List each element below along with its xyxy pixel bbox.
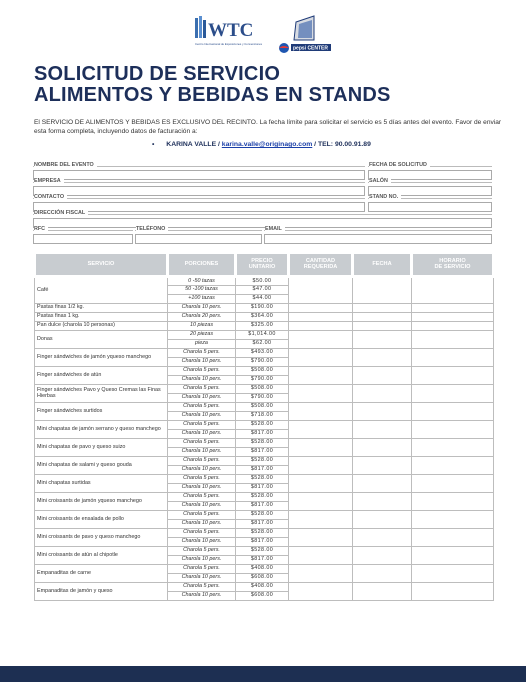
- time-input-cell[interactable]: [412, 528, 494, 546]
- service-name-cell: Pastas finas 1/2 kg.: [35, 303, 168, 312]
- portion-cell: Charola 5 pers.: [168, 582, 236, 591]
- portion-cell: Charola 5 pers.: [168, 564, 236, 573]
- field-rule: [33, 198, 365, 199]
- unit-price-cell: $62.00: [236, 339, 289, 348]
- email-input[interactable]: [264, 234, 492, 244]
- email-label: EMAIL: [265, 226, 285, 232]
- time-input-cell[interactable]: [412, 303, 494, 312]
- unit-price-cell: $528.00: [236, 510, 289, 519]
- time-input-cell[interactable]: [412, 366, 494, 384]
- date-input-cell[interactable]: [353, 438, 412, 456]
- portion-cell: 10 piezas: [168, 321, 236, 330]
- date-input-cell[interactable]: [353, 321, 412, 330]
- portion-cell: Charola 10 pers.: [168, 555, 236, 564]
- portion-cell: Charola 5 pers.: [168, 528, 236, 537]
- quantity-input-cell[interactable]: [289, 492, 353, 510]
- wtc-logo-subtitle: Centro Internacional de Exposiciones y Convenciones: [195, 42, 263, 46]
- time-input-cell[interactable]: [412, 420, 494, 438]
- date-input-cell[interactable]: [353, 330, 412, 348]
- direccion-label: DIRECCIÓN FISCAL: [34, 210, 88, 216]
- unit-price-cell: $408.00: [236, 582, 289, 591]
- rfc-field: [33, 226, 133, 250]
- field-rule: [33, 214, 492, 215]
- table-row: [35, 321, 494, 330]
- col-header-servicio: [35, 254, 168, 276]
- portion-cell: 0 -50 tazas: [168, 276, 236, 285]
- nombre-evento-label: NOMBRE DEL EVENTO: [34, 162, 97, 168]
- unit-price-cell: $528.00: [236, 474, 289, 483]
- time-input-cell[interactable]: [412, 546, 494, 564]
- telefono-input[interactable]: [135, 234, 262, 244]
- time-input-cell[interactable]: [412, 276, 494, 303]
- date-input-cell[interactable]: [353, 276, 412, 303]
- wtc-logo-text: WTC: [208, 20, 254, 41]
- telefono-field: [135, 226, 262, 250]
- unit-price-cell: $790.00: [236, 375, 289, 384]
- time-input-cell[interactable]: [412, 438, 494, 456]
- col-header-cantidad-line-1: CANTIDAD: [305, 257, 336, 264]
- date-input-cell[interactable]: [353, 492, 412, 510]
- portion-cell: Charola 10 pers.: [168, 393, 236, 402]
- unit-price-cell: $325.00: [236, 321, 289, 330]
- quantity-input-cell[interactable]: [289, 303, 353, 312]
- unit-price-cell: $44.00: [236, 294, 289, 303]
- quantity-input-cell[interactable]: [289, 546, 353, 564]
- portion-cell: Charola 5 pers.: [168, 420, 236, 429]
- telefono-label: TELÉFONO: [136, 226, 168, 232]
- portion-cell: Charola 5 pers.: [168, 366, 236, 375]
- field-rule: [264, 230, 492, 231]
- intro-text: El SERVICIO DE ALIMENTOS Y BEBIDAS ES EXCLUSIVO DEL RECINTO. La fecha límite para solicitar el servicio es 5 días antes del evento. Favor de enviar esta forma completa, incluyendo datos de facturación a:: [34, 119, 502, 136]
- portion-cell: +100 tazas: [168, 294, 236, 303]
- time-input-cell[interactable]: [412, 384, 494, 402]
- quantity-input-cell[interactable]: [289, 474, 353, 492]
- portion-cell: Charola 10 pers.: [168, 447, 236, 456]
- time-input-cell[interactable]: [412, 582, 494, 600]
- rfc-input[interactable]: [33, 234, 133, 244]
- service-name-cell: Finger sándwiches Pavo y Queso Cremas las Finas Hierbas: [35, 384, 168, 402]
- date-input-cell[interactable]: [353, 564, 412, 582]
- contact-email-link[interactable]: karina.valle@originago.com: [221, 141, 313, 148]
- portion-cell: Charola 10 pers.: [168, 519, 236, 528]
- col-header-servicio-text: SERVICIO: [87, 260, 115, 267]
- page-title: [34, 64, 504, 106]
- portion-cell: Charola 5 pers.: [168, 384, 236, 393]
- col-header-porciones-text: PORCIONES: [184, 260, 219, 267]
- quantity-input-cell[interactable]: [289, 384, 353, 402]
- service-name-cell: Donas: [35, 330, 168, 348]
- date-input-cell[interactable]: [353, 366, 412, 384]
- rfc-label: RFC: [34, 226, 48, 232]
- table-row: [35, 456, 494, 465]
- unit-price-cell: $493.00: [236, 348, 289, 357]
- quantity-input-cell[interactable]: [289, 366, 353, 384]
- quantity-input-cell[interactable]: [289, 510, 353, 528]
- col-header-horario-line-1: HORARIO: [439, 257, 466, 264]
- time-input-cell[interactable]: [412, 321, 494, 330]
- quantity-input-cell[interactable]: [289, 528, 353, 546]
- portion-cell: Charola 5 pers.: [168, 546, 236, 555]
- time-input-cell[interactable]: [412, 564, 494, 582]
- time-input-cell[interactable]: [412, 348, 494, 366]
- table-row: [35, 330, 494, 339]
- date-input-cell[interactable]: [353, 510, 412, 528]
- portion-cell: Charola 10 pers.: [168, 483, 236, 492]
- date-input-cell[interactable]: [353, 303, 412, 312]
- date-input-cell[interactable]: [353, 312, 412, 321]
- table-header-row: [35, 254, 494, 276]
- portion-cell: Charola 10 pers.: [168, 591, 236, 600]
- portion-cell: Charola 5 pers.: [168, 492, 236, 501]
- col-header-porciones: [168, 254, 236, 276]
- unit-price-cell: $528.00: [236, 420, 289, 429]
- portion-cell: Charola 20 pers.: [168, 312, 236, 321]
- date-input-cell[interactable]: [353, 546, 412, 564]
- unit-price-cell: $508.00: [236, 384, 289, 393]
- unit-price-cell: $817.00: [236, 501, 289, 510]
- service-name-cell: Mini croissants de atún al chipotle: [35, 546, 168, 564]
- page-title-line-1: SOLICITUD DE SERVICIO: [34, 63, 281, 85]
- service-name-cell: Mini chapatas de jamón serrano y queso manchego: [35, 420, 168, 438]
- table-row: [35, 528, 494, 537]
- table-row: [35, 492, 494, 501]
- date-input-cell[interactable]: [353, 402, 412, 420]
- service-name-cell: Finger sándwiches surtidos: [35, 402, 168, 420]
- portion-cell: Charola 10 pers.: [168, 357, 236, 366]
- time-input-cell[interactable]: [412, 474, 494, 492]
- unit-price-cell: $528.00: [236, 528, 289, 537]
- date-input-cell[interactable]: [353, 528, 412, 546]
- service-name-cell: Mini chapatas de pavo y queso suizo: [35, 438, 168, 456]
- col-header-precio: [236, 254, 289, 276]
- unit-price-cell: $817.00: [236, 519, 289, 528]
- date-input-cell[interactable]: [353, 474, 412, 492]
- field-rule: [33, 182, 365, 183]
- portion-cell: Charola 5 pers.: [168, 348, 236, 357]
- col-header-fecha: [353, 254, 412, 276]
- portion-cell: Charola 10 pers.: [168, 501, 236, 510]
- table-row: [35, 420, 494, 429]
- time-input-cell[interactable]: [412, 330, 494, 348]
- table-row: [35, 546, 494, 555]
- table-row: [35, 312, 494, 321]
- form-row-5: [33, 226, 492, 250]
- unit-price-cell: $817.00: [236, 465, 289, 474]
- portion-cell: Charola 10 pers.: [168, 465, 236, 474]
- service-table-body: [35, 276, 494, 600]
- table-row: [35, 564, 494, 573]
- time-input-cell[interactable]: [412, 510, 494, 528]
- unit-price-cell: $817.00: [236, 447, 289, 456]
- unit-price-cell: $408.00: [236, 564, 289, 573]
- pepsi-center-logo: [274, 14, 336, 56]
- col-header-horario-line-2: DE SERVICIO: [434, 264, 471, 271]
- time-input-cell[interactable]: [412, 492, 494, 510]
- service-name-cell: Empanaditas de carne: [35, 564, 168, 582]
- contact-line: [152, 141, 371, 148]
- date-input-cell[interactable]: [353, 582, 412, 600]
- contact-phone: / TEL: 90.00.91.89: [314, 141, 371, 148]
- service-name-cell: Pan dulce (charola 10 personas): [35, 321, 168, 330]
- wtc-logo: [193, 14, 275, 52]
- empresa-label: EMPRESA: [34, 178, 64, 184]
- col-header-precio-line-1: PRECIO: [251, 257, 273, 264]
- unit-price-cell: $817.00: [236, 429, 289, 438]
- portion-cell: 20 piezas: [168, 330, 236, 339]
- unit-price-cell: $508.00: [236, 402, 289, 411]
- unit-price-cell: $718.00: [236, 411, 289, 420]
- unit-price-cell: $528.00: [236, 546, 289, 555]
- unit-price-cell: $817.00: [236, 555, 289, 564]
- service-table: [33, 254, 495, 601]
- quantity-input-cell[interactable]: [289, 276, 353, 303]
- portion-cell: Charola 10 pers.: [168, 303, 236, 312]
- unit-price-cell: $817.00: [236, 537, 289, 546]
- portion-cell: Charola 5 pers.: [168, 456, 236, 465]
- portion-cell: 50 -100 tazas: [168, 285, 236, 294]
- quantity-input-cell[interactable]: [289, 438, 353, 456]
- unit-price-cell: $528.00: [236, 438, 289, 447]
- quantity-input-cell[interactable]: [289, 348, 353, 366]
- stand-label: STAND NO.: [369, 194, 401, 200]
- unit-price-cell: $508.00: [236, 366, 289, 375]
- unit-price-cell: $817.00: [236, 483, 289, 492]
- portion-cell: Charola 10 pers.: [168, 537, 236, 546]
- service-name-cell: Mini chapatas surtidas: [35, 474, 168, 492]
- date-input-cell[interactable]: [353, 456, 412, 474]
- portion-cell: Charola 5 pers.: [168, 402, 236, 411]
- contacto-label: CONTACTO: [34, 194, 67, 200]
- col-header-cantidad: [289, 254, 353, 276]
- table-row: [35, 582, 494, 591]
- quantity-input-cell[interactable]: [289, 582, 353, 600]
- table-row: [35, 402, 494, 411]
- quantity-input-cell[interactable]: [289, 330, 353, 348]
- quantity-input-cell[interactable]: [289, 564, 353, 582]
- portion-cell: Charola 5 pers.: [168, 438, 236, 447]
- time-input-cell[interactable]: [412, 312, 494, 321]
- contact-name: KARINA VALLE /: [166, 141, 220, 148]
- service-name-cell: Mini chapatas de salami y queso gouda: [35, 456, 168, 474]
- table-row: [35, 384, 494, 393]
- unit-price-cell: $608.00: [236, 591, 289, 600]
- time-input-cell[interactable]: [412, 402, 494, 420]
- pepsi-center-logo-text: pepsi CENTER: [293, 45, 329, 52]
- portion-cell: Charola 10 pers.: [168, 429, 236, 438]
- date-input-cell[interactable]: [353, 420, 412, 438]
- col-header-horario: [412, 254, 494, 276]
- unit-price-cell: $50.00: [236, 276, 289, 285]
- table-row: [35, 303, 494, 312]
- date-input-cell[interactable]: [353, 348, 412, 366]
- col-header-precio-line-2: UNITARIO: [248, 264, 276, 271]
- unit-price-cell: $790.00: [236, 393, 289, 402]
- quantity-input-cell[interactable]: [289, 321, 353, 330]
- time-input-cell[interactable]: [412, 456, 494, 474]
- service-name-cell: Mini croissants de ensalada de pollo: [35, 510, 168, 528]
- quantity-input-cell[interactable]: [289, 402, 353, 420]
- service-name-cell: Pastas finas 1 kg.: [35, 312, 168, 321]
- footer-band: [0, 666, 526, 682]
- quantity-input-cell[interactable]: [289, 312, 353, 321]
- unit-price-cell: $47.00: [236, 285, 289, 294]
- service-name-cell: Mini croissants de pavo y queso manchego: [35, 528, 168, 546]
- table-row: [35, 348, 494, 357]
- table-row: [35, 474, 494, 483]
- unit-price-cell: $528.00: [236, 492, 289, 501]
- unit-price-cell: $364.00: [236, 312, 289, 321]
- quantity-input-cell[interactable]: [289, 456, 353, 474]
- unit-price-cell: $1,014.00: [236, 330, 289, 339]
- col-header-cantidad-line-2: REQUERIDA: [303, 264, 338, 271]
- service-name-cell: Mini croissants de jamón yqueso manchego: [35, 492, 168, 510]
- unit-price-cell: $608.00: [236, 573, 289, 582]
- service-name-cell: Café: [35, 276, 168, 303]
- date-input-cell[interactable]: [353, 384, 412, 402]
- unit-price-cell: $190.00: [236, 303, 289, 312]
- table-row: [35, 276, 494, 285]
- table-row: [35, 366, 494, 375]
- table-row: [35, 438, 494, 447]
- service-name-cell: Empanaditas de jamón y queso: [35, 582, 168, 600]
- logo-bar: [0, 10, 526, 56]
- service-name-cell: Finger sándwiches de jamón yqueso manchego: [35, 348, 168, 366]
- page-title-line-2: ALIMENTOS Y BEBIDAS EN STANDS: [34, 84, 391, 106]
- unit-price-cell: $790.00: [236, 357, 289, 366]
- col-header-fecha-text: FECHA: [372, 260, 392, 267]
- service-name-cell: Finger sándwiches de atún: [35, 366, 168, 384]
- portion-cell: Charola 10 pers.: [168, 573, 236, 582]
- portion-cell: pieza: [168, 339, 236, 348]
- salon-label: SALÓN: [369, 178, 391, 184]
- email-field: [264, 226, 492, 250]
- quantity-input-cell[interactable]: [289, 420, 353, 438]
- portion-cell: Charola 5 pers.: [168, 510, 236, 519]
- portion-cell: Charola 5 pers.: [168, 474, 236, 483]
- unit-price-cell: $528.00: [236, 456, 289, 465]
- bullet-icon: •: [152, 141, 155, 148]
- fecha-solicitud-label: FECHA DE SOLICITUD: [369, 162, 430, 168]
- portion-cell: Charola 10 pers.: [168, 411, 236, 420]
- portion-cell: Charola 10 pers.: [168, 375, 236, 384]
- table-row: [35, 510, 494, 519]
